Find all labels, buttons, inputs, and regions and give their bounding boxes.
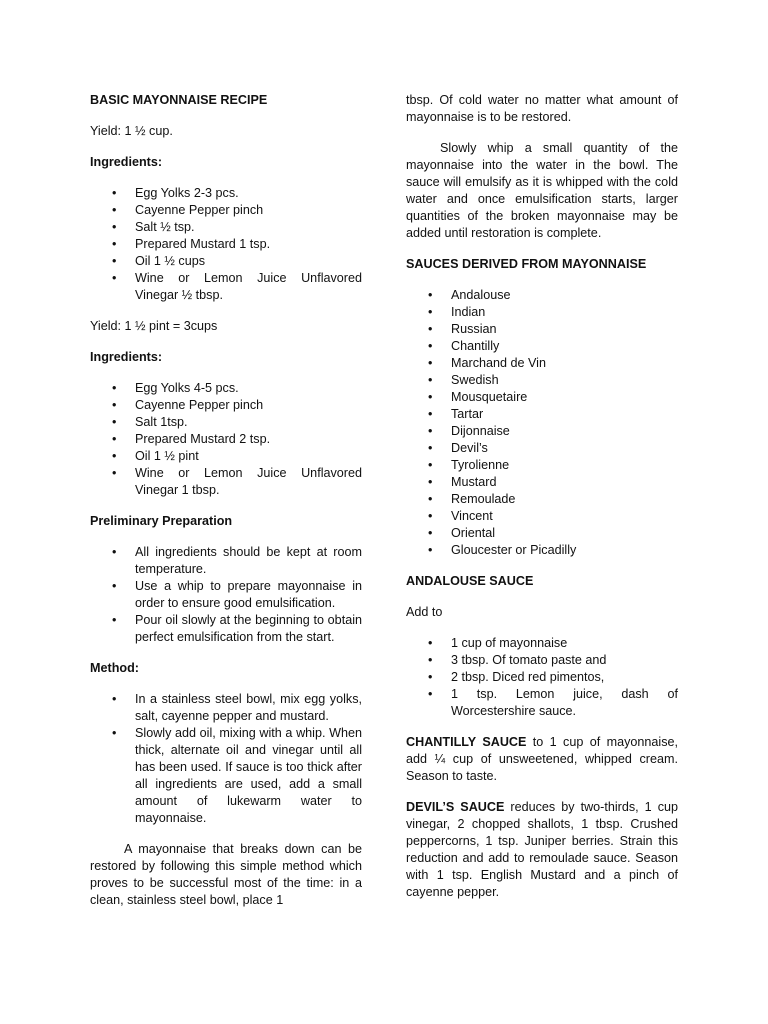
derived-sauces-list: [406, 287, 678, 559]
method-heading: Method:: [90, 661, 139, 675]
list-item: • Cayenne Pepper pinch: [90, 202, 362, 219]
list-item: • 1 cup of mayonnaise: [406, 635, 678, 652]
andalouse-list: [406, 635, 678, 720]
list-item: • Salt 1tsp.: [90, 414, 362, 431]
list-item: • Prepared Mustard 1 tsp.: [90, 236, 362, 253]
list-item: • Prepared Mustard 2 tsp.: [90, 431, 362, 448]
chantilly-paragraph: [406, 734, 678, 785]
list-item: • Tartar: [406, 406, 678, 423]
list-item: • Cayenne Pepper pinch: [90, 397, 362, 414]
andalouse-intro: Add to: [406, 605, 443, 619]
devils-paragraph: [406, 799, 678, 901]
list-item: • Mustard: [406, 474, 678, 491]
recipe-title: BASIC MAYONNAISE RECIPE: [90, 93, 268, 107]
list-item: • Swedish: [406, 372, 678, 389]
list-item: • 3 tbsp. Of tomato paste and: [406, 652, 678, 669]
list-item: • Chantilly: [406, 338, 678, 355]
derived-sauces-heading: SAUCES DERIVED FROM MAYONNAISE: [406, 257, 647, 271]
list-item: • Egg Yolks 4-5 pcs.: [90, 380, 362, 397]
ingredients-2-list: [90, 380, 362, 499]
list-item: • Remoulade: [406, 491, 678, 508]
list-item: • Vincent: [406, 508, 678, 525]
continued-paragraph: tbsp. Of cold water no matter what amount of mayonnaise is to be restored.: [406, 93, 678, 124]
preliminary-preparation-heading: Preliminary Preparation: [90, 514, 233, 528]
list-item: • All ingredients should be kept at room temperature.: [90, 544, 362, 578]
restore-paragraph: A mayonnaise that breaks down can be restored by following this simple method which proves to be successful most of the time: in a clean, stainless steel bowl, place 1: [90, 842, 362, 907]
devils-heading: DEVIL’S SAUCE: [406, 800, 505, 814]
list-item: • Andalouse: [406, 287, 678, 304]
chantilly-heading: CHANTILLY SAUCE: [406, 735, 527, 749]
list-item: • Egg Yolks 2-3 pcs.: [90, 185, 362, 202]
list-item: • Indian: [406, 304, 678, 321]
chantilly-text: to 1 cup of mayonnaise, add ¼ cup of unsweetened, whipped cream. Season to taste.: [406, 735, 679, 783]
list-item: • 1 tsp. Lemon juice, dash of Worcestershire sauce.: [406, 686, 678, 720]
list-item: • Slowly add oil, mixing with a whip. When thick, alternate oil and vinegar until all has been used. If sauce is too thick after all ingredients are used, add a small amount of lukewarm water to mayonnaise.: [90, 725, 362, 827]
list-item: • Oil 1 ½ cups: [90, 253, 362, 270]
list-item: • Salt ½ tsp.: [90, 219, 362, 236]
ingredients-1-list: [90, 185, 362, 304]
devils-text: reduces by two-thirds, 1 cup vinegar, 2 chopped shallots, 1 tbsp. Crushed peppercorns, 1 tsp. Juniper berries. Strain this reduction and add to remoulade sauce. Season with 1 tsp. English Mustard and a pinch of cayenne pepper.: [406, 800, 679, 899]
method-list: [90, 691, 362, 827]
list-item: • Dijonnaise: [406, 423, 678, 440]
andalouse-heading: ANDALOUSE SAUCE: [406, 574, 534, 588]
list-item: • 2 tbsp. Diced red pimentos,: [406, 669, 678, 686]
ingredients-1-heading: Ingredients:: [90, 155, 163, 169]
list-item: • Wine or Lemon Juice Unflavored Vinegar 1 tbsp.: [90, 465, 362, 499]
ingredients-2-heading: Ingredients:: [90, 350, 163, 364]
whip-paragraph: Slowly whip a small quantity of the mayonnaise into the water in the bowl. The sauce will emulsify as it is whipped with the cold water and once emulsification starts, larger quantities of the broken mayonnaise may be added until restoration is complete.: [406, 141, 678, 240]
preparation-list: [90, 544, 362, 646]
list-item: • Russian: [406, 321, 678, 338]
yield-1: Yield: 1 ½ cup.: [90, 124, 173, 138]
left-column: [90, 92, 362, 923]
list-item: • Mousquetaire: [406, 389, 678, 406]
list-item: • In a stainless steel bowl, mix egg yolks, salt, cayenne pepper and mustard.: [90, 691, 362, 725]
list-item: • Tyrolienne: [406, 457, 678, 474]
list-item: • Oriental: [406, 525, 678, 542]
right-column: [406, 92, 678, 915]
list-item: • Oil 1 ½ pint: [90, 448, 362, 465]
list-item: • Marchand de Vin: [406, 355, 678, 372]
list-item: • Wine or Lemon Juice Unflavored Vinegar ½ tbsp.: [90, 270, 362, 304]
yield-2: Yield: 1 ½ pint = 3cups: [90, 319, 218, 333]
list-item: • Pour oil slowly at the beginning to obtain perfect emulsification from the start.: [90, 612, 362, 646]
list-item: • Gloucester or Picadilly: [406, 542, 678, 559]
list-item: • Devil’s: [406, 440, 678, 457]
list-item: • Use a whip to prepare mayonnaise in order to ensure good emulsification.: [90, 578, 362, 612]
